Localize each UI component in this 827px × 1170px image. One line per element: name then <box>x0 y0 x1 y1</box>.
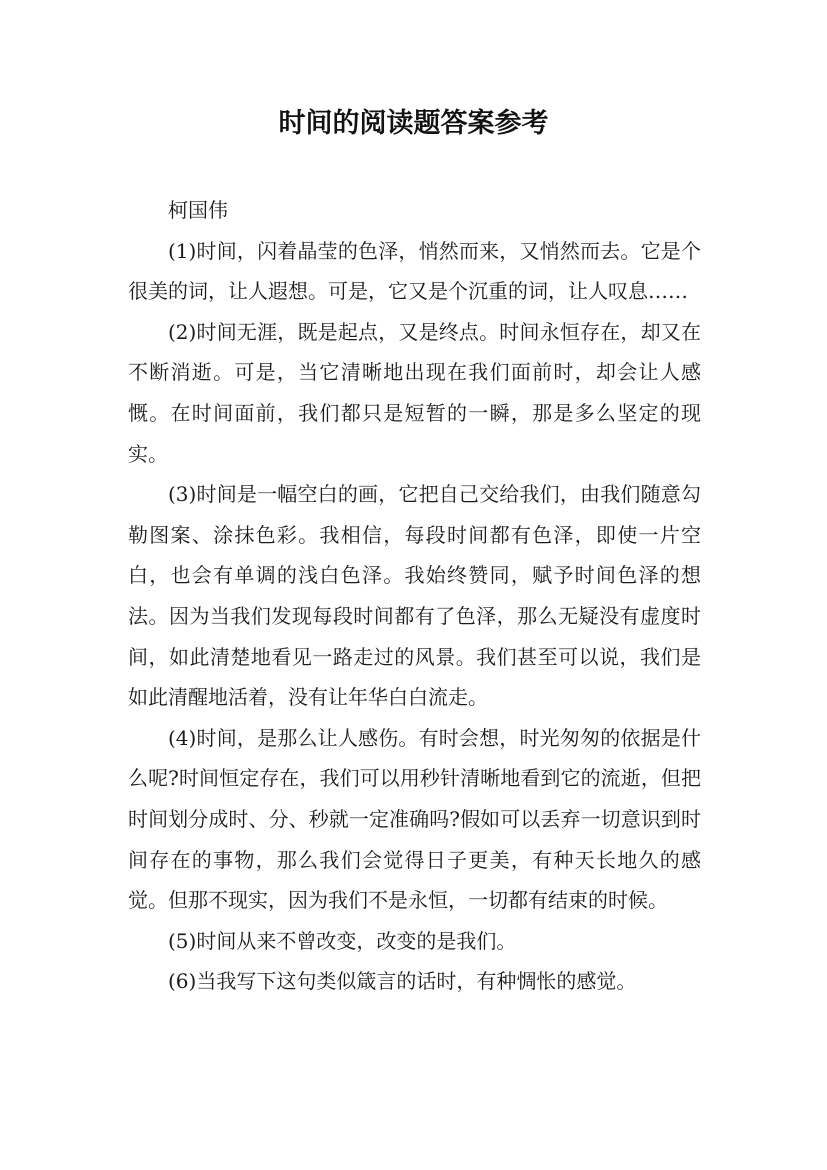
paragraph-3: (3)时间是一幅空白的画，它把自己交给我们，由我们随意勾勒图案、涂抹色彩。我相信，每段时间都有色泽，即使一片空白，也会有单调的浅白色泽。我始终赞同，赋予时间色泽的想法。因为当我们发现每段时间都有了色泽，那么无疑没有虚度时间，如此清楚地看见一路走过的风景。我们甚至可以说，我们是如此清醒地活着，没有让年华白白流走。 <box>128 482 701 710</box>
paragraph-6: (6)当我写下这句类似箴言的话时，有种惆怅的感觉。 <box>168 969 637 994</box>
document-title: 时间的阅读题答案参考 <box>278 108 549 139</box>
paragraph-5: (5)时间从来不曾改变，改变的是我们。 <box>168 928 517 953</box>
author-line: 柯国伟 <box>168 198 228 222</box>
document-body <box>128 190 701 1002</box>
paragraph-4: (4)时间，是那么让人感伤。有时会想，时光匆匆的依据是什么呢?时间恒定存在，我们可以用秒针清晰地看到它的流逝，但把时间划分成时、分、秒就一定准确吗?假如可以丢弃一切意识到时间存在的事物，那么我们会觉得日子更美，有种天长地久的感觉。但那不现实，因为我们不是永恒，一切都有结束的时候。 <box>128 725 701 913</box>
paragraph-2: (2)时间无涯，既是起点，又是终点。时间永恒存在，却又在不断消逝。可是，当它清晰地出现在我们面前时，却会让人感慨。在时间面前，我们都只是短暂的一瞬，那是多么坚定的现实。 <box>128 319 701 466</box>
paragraph-1: (1)时间，闪着晶莹的色泽，悄然而来，又悄然而去。它是个很美的词，让人遐想。可是，它又是个沉重的词，让人叹息…… <box>128 238 701 304</box>
